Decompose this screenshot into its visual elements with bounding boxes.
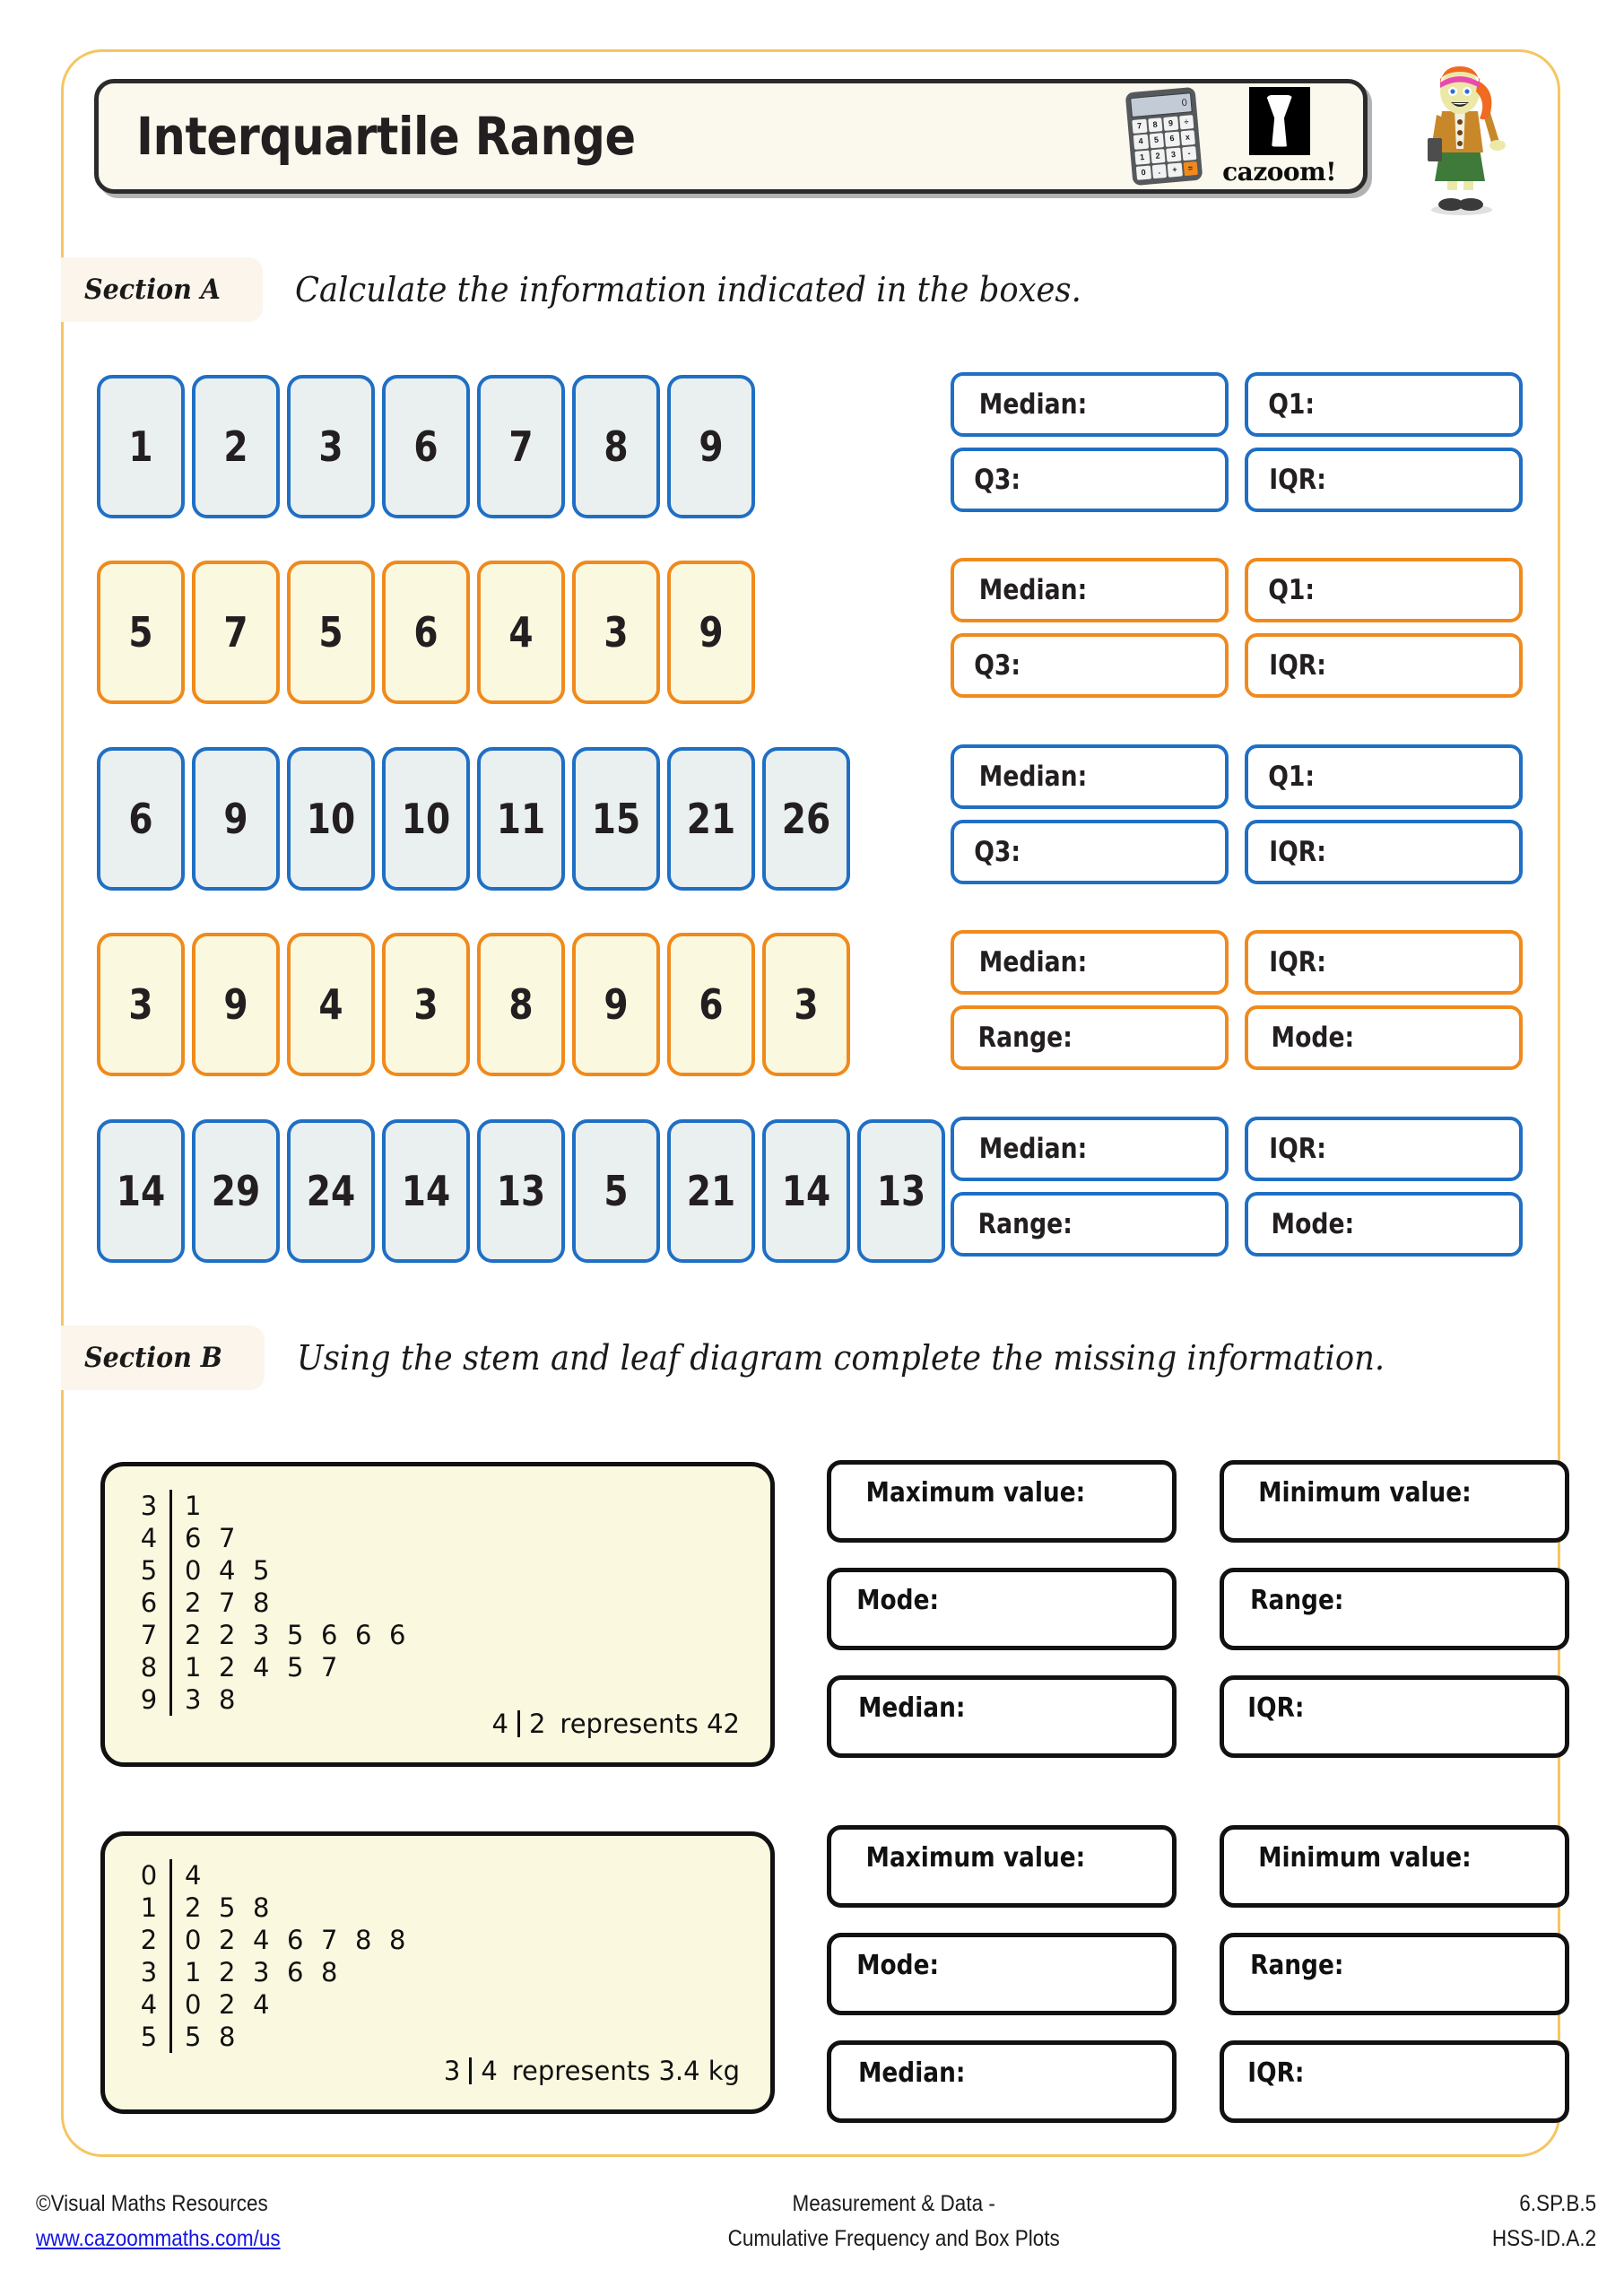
stem-leaf-row — [135, 1892, 423, 1924]
answer-grid-2 — [951, 558, 1523, 698]
number-strip-1 — [97, 375, 755, 518]
number-box: 6 — [382, 561, 470, 704]
leaf-value: 8 — [389, 1925, 406, 1955]
page-title: Interquartile Range — [136, 106, 636, 167]
calc-key: 2 — [1151, 149, 1166, 164]
stem-divider — [169, 1956, 172, 1988]
stem-leaf-key-2 — [444, 2056, 740, 2086]
stem-divider — [169, 1859, 172, 1892]
stem-leaf-row — [135, 1956, 423, 1988]
leaf-value: 4 — [185, 1860, 202, 1891]
copyright-text: ©Visual Maths Resources — [36, 2191, 268, 2216]
leaf-value: 5 — [253, 1555, 270, 1586]
key-divider — [517, 1710, 520, 1737]
stem-leaf-row — [135, 1554, 423, 1587]
answer-box-iqr[interactable]: IQR: — [1220, 2040, 1569, 2123]
number-strip-2 — [97, 561, 755, 704]
number-box: 10 — [287, 747, 375, 891]
calc-key: 5 — [1149, 133, 1164, 148]
stem-divider — [169, 1587, 172, 1619]
website-link[interactable]: www.cazoommaths.com/us — [36, 2225, 281, 2251]
worksheet-header — [94, 79, 1368, 194]
stem-value: 2 — [140, 1925, 158, 1955]
stem-leaf-row — [135, 1587, 423, 1619]
key-stem: 3 — [443, 2056, 461, 2086]
number-box: 14 — [762, 1119, 850, 1263]
stem-divider — [169, 2021, 172, 2053]
stem-divider — [169, 1683, 172, 1716]
number-box: 3 — [382, 933, 470, 1076]
question-row-4 — [97, 933, 850, 1076]
number-box: 7 — [477, 375, 565, 518]
number-box: 10 — [382, 747, 470, 891]
leaf-value: 2 — [185, 1892, 202, 1923]
number-box: 9 — [192, 747, 280, 891]
leaf-value: 2 — [219, 1652, 236, 1683]
answer-box-median[interactable]: Median: — [951, 1117, 1229, 1181]
stem-divider — [169, 1988, 172, 2021]
calc-key: = — [1183, 161, 1198, 177]
leaf-value: 2 — [185, 1587, 202, 1618]
standard-code-2: HSS-ID.A.2 — [1491, 2225, 1596, 2251]
stem-value: 8 — [140, 1652, 158, 1683]
section-b-tag — [61, 1326, 265, 1390]
calc-key: 8 — [1148, 117, 1163, 133]
calc-key: ÷ — [1179, 115, 1194, 130]
cazoom-wordmark: cazoom! — [1222, 156, 1336, 187]
answer-box-range[interactable]: Range: — [1220, 1568, 1569, 1650]
leaf-value: 6 — [389, 1620, 406, 1650]
number-box: 2 — [192, 375, 280, 518]
stem-leaf-diagram-2 — [100, 1831, 775, 2114]
leaf-value: 2 — [219, 1925, 236, 1955]
answer-box-range[interactable]: Range: — [951, 1192, 1229, 1257]
stem-value: 3 — [140, 1491, 158, 1521]
number-box: 9 — [192, 933, 280, 1076]
leaf-value: 6 — [287, 1957, 304, 1987]
footer-right — [1481, 2187, 1596, 2257]
calc-key: 7 — [1132, 119, 1147, 135]
section-b-answer-grid-2 — [827, 1825, 1569, 2123]
stem-leaf-row — [135, 2021, 423, 2053]
stem-leaf-key-1 — [492, 1709, 741, 1739]
topic-line-1: Measurement & Data - — [792, 2191, 996, 2216]
number-box: 14 — [97, 1119, 185, 1263]
leaf-value: 6 — [355, 1620, 372, 1650]
answer-box-median[interactable]: Median: — [951, 744, 1229, 809]
calc-key: - — [1182, 145, 1197, 161]
leaf-value: 7 — [321, 1652, 338, 1683]
leaf-value: 4 — [253, 1652, 270, 1683]
leaf-value: 6 — [287, 1925, 304, 1955]
stem-value: 5 — [140, 1555, 158, 1586]
stem-value: 3 — [140, 1957, 158, 1987]
stem-leaf-row — [135, 1988, 423, 2021]
number-box: 21 — [667, 1119, 755, 1263]
answer-grid-3 — [951, 744, 1523, 884]
answer-box-maximum-value[interactable]: Maximum value: — [827, 1825, 1177, 1908]
answer-box-q1[interactable]: Q1: — [1245, 744, 1523, 809]
stem-divider — [169, 1619, 172, 1651]
stem-value: 0 — [140, 1860, 158, 1891]
stem-divider — [169, 1522, 172, 1554]
stem-value: 6 — [140, 1587, 158, 1618]
leaf-value: 5 — [185, 2022, 202, 2052]
answer-box-mode[interactable]: Mode: — [827, 1568, 1177, 1650]
number-box: 3 — [762, 933, 850, 1076]
leaf-value: 0 — [185, 1925, 202, 1955]
section-a-instruction: Calculate the information indicated in the boxes. — [295, 270, 1081, 309]
leaf-value: 7 — [321, 1925, 338, 1955]
question-row-2 — [97, 561, 755, 704]
stem-divider — [169, 1924, 172, 1956]
calc-key: 4 — [1133, 135, 1149, 150]
number-box: 24 — [287, 1119, 375, 1263]
number-box: 15 — [572, 747, 660, 891]
answer-grid-4 — [951, 930, 1523, 1070]
number-strip-3 — [97, 747, 850, 891]
answer-box-median[interactable]: Median: — [827, 2040, 1177, 2123]
leaf-value: 1 — [185, 1652, 202, 1683]
answer-box-mode[interactable]: Mode: — [1245, 1005, 1523, 1070]
student-girl-illustration — [1410, 56, 1510, 217]
leaf-value: 5 — [287, 1620, 304, 1650]
stem-leaf-row — [135, 1522, 423, 1554]
calc-key: 1 — [1134, 150, 1150, 165]
answer-box-iqr[interactable]: IQR: — [1245, 820, 1523, 884]
number-box: 11 — [477, 747, 565, 891]
leaf-value: 8 — [219, 2022, 236, 2052]
leaf-value: 1 — [185, 1957, 202, 1987]
footer-left — [36, 2187, 308, 2257]
leaf-value: 3 — [185, 1684, 202, 1715]
answer-box-iqr[interactable]: IQR: — [1245, 448, 1523, 512]
number-box: 6 — [667, 933, 755, 1076]
stem-divider — [169, 1892, 172, 1924]
section-b-label: Section B — [84, 1342, 222, 1374]
calculator-icon — [1125, 87, 1203, 186]
leaf-value: 4 — [219, 1555, 236, 1586]
leaf-value: 7 — [219, 1523, 236, 1553]
stem-value: 9 — [140, 1684, 158, 1715]
section-b-instruction: Using the stem and leaf diagram complete the missing information. — [297, 1338, 1385, 1378]
leaf-value: 3 — [253, 1957, 270, 1987]
page-footer — [36, 2187, 1596, 2257]
stem-value: 5 — [140, 2022, 158, 2052]
key-text: represents 3.4 kg — [511, 2056, 740, 2086]
number-box: 6 — [382, 375, 470, 518]
stem-leaf-row — [135, 1859, 423, 1892]
answer-box-q1[interactable]: Q1: — [1245, 558, 1523, 622]
leaf-value: 2 — [185, 1620, 202, 1650]
stem-divider — [169, 1651, 172, 1683]
answer-box-q1[interactable]: Q1: — [1245, 372, 1523, 437]
number-strip-4 — [97, 933, 850, 1076]
stem-divider — [169, 1490, 172, 1522]
number-box: 1 — [97, 375, 185, 518]
stem-leaf-row — [135, 1683, 423, 1716]
leaf-value: 3 — [253, 1620, 270, 1650]
answer-box-median[interactable]: Median: — [951, 372, 1229, 437]
number-box: 13 — [477, 1119, 565, 1263]
number-box: 3 — [287, 375, 375, 518]
calc-key: + — [1168, 162, 1183, 178]
calculator-keys — [1132, 115, 1198, 180]
stem-leaf-row — [135, 1651, 423, 1683]
answer-box-iqr[interactable]: IQR: — [1245, 633, 1523, 698]
leaf-value: 6 — [185, 1523, 202, 1553]
leaf-value: 5 — [219, 1892, 236, 1923]
number-box: 7 — [192, 561, 280, 704]
standard-code-1: 6.SP.B.5 — [1519, 2191, 1596, 2216]
leaf-value: 8 — [253, 1587, 270, 1618]
leaf-value: 1 — [185, 1491, 202, 1521]
stem-leaf-row — [135, 1924, 423, 1956]
stem-value: 1 — [140, 1892, 158, 1923]
leaf-value: 7 — [219, 1587, 236, 1618]
calculator-display: 0 — [1130, 92, 1193, 117]
section-b-bar — [61, 1326, 1467, 1390]
calc-key: x — [1180, 130, 1195, 145]
answer-box-maximum-value[interactable]: Maximum value: — [827, 1460, 1177, 1543]
answer-grid-5 — [951, 1117, 1523, 1257]
leaf-value: 2 — [219, 1957, 236, 1987]
calc-key: . — [1151, 164, 1167, 179]
number-box: 9 — [572, 933, 660, 1076]
number-box: 6 — [97, 747, 185, 891]
number-strip-5 — [97, 1119, 945, 1263]
footer-center — [709, 2187, 1078, 2257]
answer-box-median[interactable]: Median: — [951, 930, 1229, 995]
stem-divider — [169, 1554, 172, 1587]
calc-key: 6 — [1165, 132, 1180, 147]
stem-leaf-table-2 — [135, 1859, 423, 2053]
stem-leaf-row — [135, 1490, 423, 1522]
answer-box-minimum-value[interactable]: Minimum value: — [1220, 1825, 1569, 1908]
number-box: 5 — [572, 1119, 660, 1263]
answer-box-median[interactable]: Median: — [951, 558, 1229, 622]
calc-key: 3 — [1166, 147, 1181, 162]
answer-box-range[interactable]: Range: — [951, 1005, 1229, 1070]
number-box: 5 — [287, 561, 375, 704]
section-b-answer-grid-1 — [827, 1460, 1569, 1758]
answer-box-q3[interactable]: Q3: — [951, 820, 1229, 884]
leaf-value: 5 — [287, 1652, 304, 1683]
section-a-label: Section A — [84, 274, 221, 306]
key-divider — [469, 2057, 472, 2084]
number-box: 8 — [477, 933, 565, 1076]
topic-line-2: Cumulative Frequency and Box Plots — [727, 2225, 1060, 2251]
section-a-bar — [61, 257, 1141, 322]
key-leaf: 4 — [481, 2056, 498, 2086]
leaf-value: 2 — [219, 1989, 236, 2020]
number-box: 13 — [857, 1119, 945, 1263]
answer-box-q3[interactable]: Q3: — [951, 633, 1229, 698]
number-box: 3 — [572, 561, 660, 704]
number-box: 4 — [287, 933, 375, 1076]
leaf-value: 8 — [355, 1925, 372, 1955]
answer-box-range[interactable]: Range: — [1220, 1933, 1569, 2015]
answer-box-minimum-value[interactable]: Minimum value: — [1220, 1460, 1569, 1543]
leaf-value: 8 — [321, 1957, 338, 1987]
answer-box-iqr[interactable]: IQR: — [1245, 1117, 1523, 1181]
number-box: 8 — [572, 375, 660, 518]
question-row-5 — [97, 1119, 945, 1263]
leaf-value: 8 — [219, 1684, 236, 1715]
number-box: 4 — [477, 561, 565, 704]
cazoom-logo — [1222, 87, 1336, 187]
number-box: 9 — [667, 561, 755, 704]
stem-leaf-table-1 — [135, 1490, 423, 1716]
number-box: 21 — [667, 747, 755, 891]
answer-box-iqr[interactable]: IQR: — [1245, 930, 1523, 995]
calc-key: 0 — [1136, 165, 1151, 180]
answer-box-median[interactable]: Median: — [827, 1675, 1177, 1758]
stem-leaf-diagram-1 — [100, 1462, 775, 1767]
header-artwork — [1129, 87, 1336, 187]
cazoom-glass-icon — [1249, 87, 1310, 155]
answer-box-mode[interactable]: Mode: — [1245, 1192, 1523, 1257]
answer-box-q3[interactable]: Q3: — [951, 448, 1229, 512]
leaf-value: 0 — [185, 1555, 202, 1586]
number-box: 9 — [667, 375, 755, 518]
number-box: 26 — [762, 747, 850, 891]
leaf-value: 4 — [253, 1925, 270, 1955]
stem-value: 7 — [140, 1620, 158, 1650]
number-box: 14 — [382, 1119, 470, 1263]
answer-grid-1 — [951, 372, 1523, 512]
answer-box-mode[interactable]: Mode: — [827, 1933, 1177, 2015]
leaf-value: 2 — [219, 1620, 236, 1650]
number-box: 5 — [97, 561, 185, 704]
key-stem: 4 — [491, 1709, 508, 1739]
leaf-value: 6 — [321, 1620, 338, 1650]
leaf-value: 8 — [253, 1892, 270, 1923]
key-text: represents 42 — [560, 1709, 740, 1739]
question-row-1 — [97, 375, 755, 518]
number-box: 29 — [192, 1119, 280, 1263]
number-box: 3 — [97, 933, 185, 1076]
answer-box-iqr[interactable]: IQR: — [1220, 1675, 1569, 1758]
stem-value: 4 — [140, 1523, 158, 1553]
leaf-value: 4 — [253, 1989, 270, 2020]
section-a-tag — [61, 257, 263, 322]
key-leaf: 2 — [528, 1709, 546, 1739]
question-row-3 — [97, 747, 850, 891]
calc-key: 9 — [1163, 117, 1178, 132]
stem-value: 4 — [140, 1989, 158, 2020]
leaf-value: 0 — [185, 1989, 202, 2020]
stem-leaf-row — [135, 1619, 423, 1651]
